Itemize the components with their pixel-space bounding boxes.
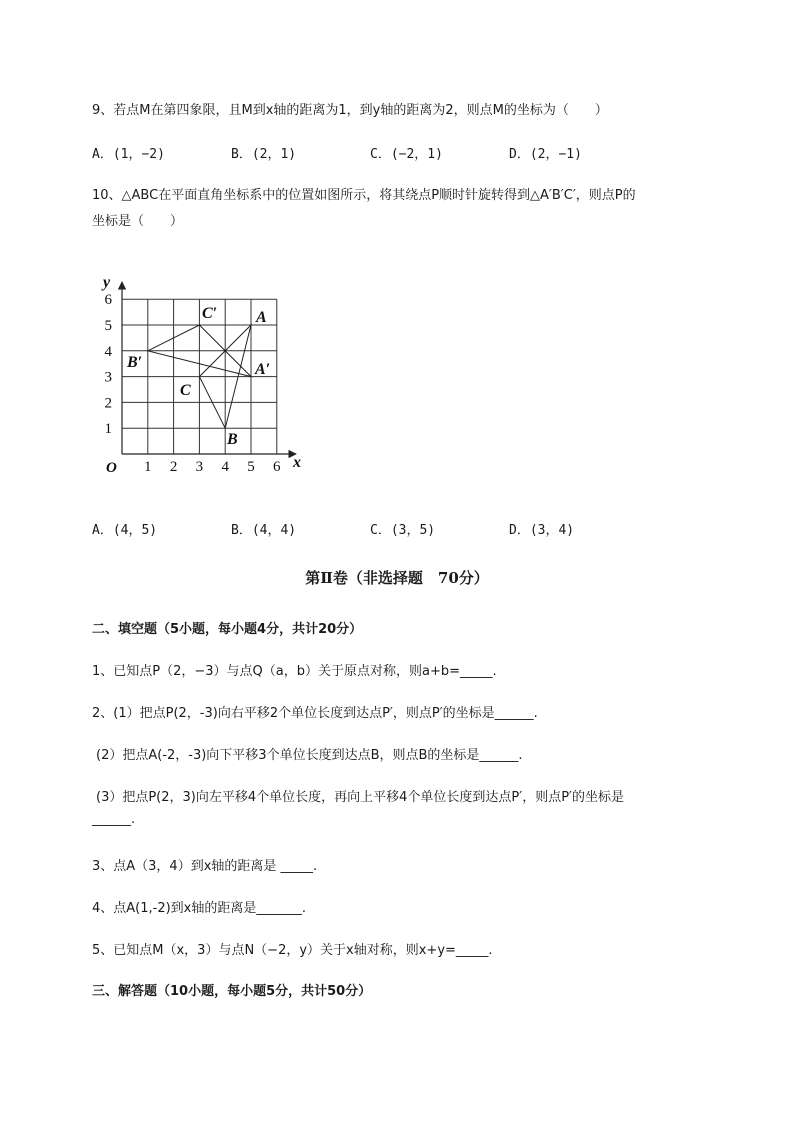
grid bbox=[122, 299, 277, 454]
section3-heading: 三、解答题（10小题，每小题5分，共计50分） bbox=[92, 984, 372, 999]
x-tick-label: 4 bbox=[221, 459, 229, 475]
y-tick-label: 4 bbox=[104, 343, 112, 360]
q9-option-d: D．(2，−1) bbox=[509, 147, 582, 162]
fill-q3: 3、点A（3，4）到x轴的距离是 _____. bbox=[92, 859, 318, 874]
section2-heading: 二、填空题（5小题，每小题4分，共计20分） bbox=[92, 622, 363, 637]
q9-option-b: B．(2，1) bbox=[231, 147, 297, 162]
q10-option-a: A．(4，5) bbox=[92, 523, 158, 538]
q10-stem-line2: 坐标是（ ） bbox=[92, 214, 184, 229]
fill-q2-part3: (3）把点P(2，3)向左平移4个单位长度，再向上平移4个单位长度到达点P′，则点P′的坐标是 bbox=[96, 790, 624, 805]
q9-option-c: C．(−2，1) bbox=[370, 147, 443, 162]
q10-option-c: C．(3，5) bbox=[370, 523, 436, 538]
x-tick-label: 1 bbox=[144, 459, 152, 475]
fill-q4: 4、点A(1,-2)到x轴的距离是_______. bbox=[92, 901, 306, 916]
part2-title: 第Ⅱ卷（非选择题 70分） bbox=[305, 569, 489, 587]
y-tick-label: 6 bbox=[104, 292, 112, 309]
fill-q2-part3-blank: ______. bbox=[92, 812, 136, 827]
q10-stem-line1: 10、△ABC在平面直角坐标系中的位置如图所示，将其绕点P顺时针旋转得到△A′B′C′，则点P的 bbox=[92, 188, 636, 203]
q9-stem: 9、若点M在第四象限，且M到x轴的距离为1，到y轴的距离为2，则点M的坐标为（ ） bbox=[92, 103, 608, 118]
x-tick-label: 5 bbox=[247, 459, 255, 475]
x-tick-label: 3 bbox=[195, 459, 204, 475]
triangles bbox=[148, 325, 251, 428]
point-label-c: C bbox=[180, 382, 191, 399]
triangle-a-prime-b-prime-c-prime bbox=[148, 325, 251, 377]
point-label-a: A bbox=[256, 309, 267, 326]
q9-option-a: A．(1，−2) bbox=[92, 147, 165, 162]
y-tick-label: 1 bbox=[104, 421, 112, 438]
y-tick-label: 2 bbox=[104, 395, 112, 412]
point-label-b-prime: B′ bbox=[127, 354, 143, 371]
origin-label: O bbox=[106, 460, 117, 476]
x-tick-label: 6 bbox=[273, 459, 281, 475]
triangle-abc bbox=[199, 325, 251, 428]
y-tick-label: 5 bbox=[104, 318, 112, 334]
y-axis-label: y bbox=[103, 274, 111, 291]
q10-option-b: B．(4，4) bbox=[231, 523, 297, 538]
y-tick-label: 3 bbox=[104, 369, 112, 386]
fill-q5: 5、已知点M（x，3）与点N（−2，y）关于x轴对称，则x+y=_____. bbox=[92, 943, 493, 958]
point-label-c-prime: C′ bbox=[202, 305, 218, 322]
tick-labels bbox=[105, 292, 282, 475]
x-tick-label: 2 bbox=[169, 459, 178, 475]
fill-q2-part1: 2、(1）把点P(2，-3)向右平移2个单位长度到达点P′，则点P′的坐标是______. bbox=[92, 706, 538, 721]
fill-q1: 1、已知点P（2，−3）与点Q（a，b）关于原点对称，则a+b=_____. bbox=[92, 664, 497, 679]
x-axis-label: x bbox=[293, 454, 301, 471]
point-label-b: B bbox=[227, 431, 238, 448]
fill-q2-part2: (2）把点A(-2，-3)向下平移3个单位长度到达点B，则点B的坐标是______. bbox=[96, 748, 523, 763]
point-label-a-prime: A′ bbox=[255, 361, 271, 378]
q10-option-d: D．(3，4) bbox=[509, 523, 575, 538]
